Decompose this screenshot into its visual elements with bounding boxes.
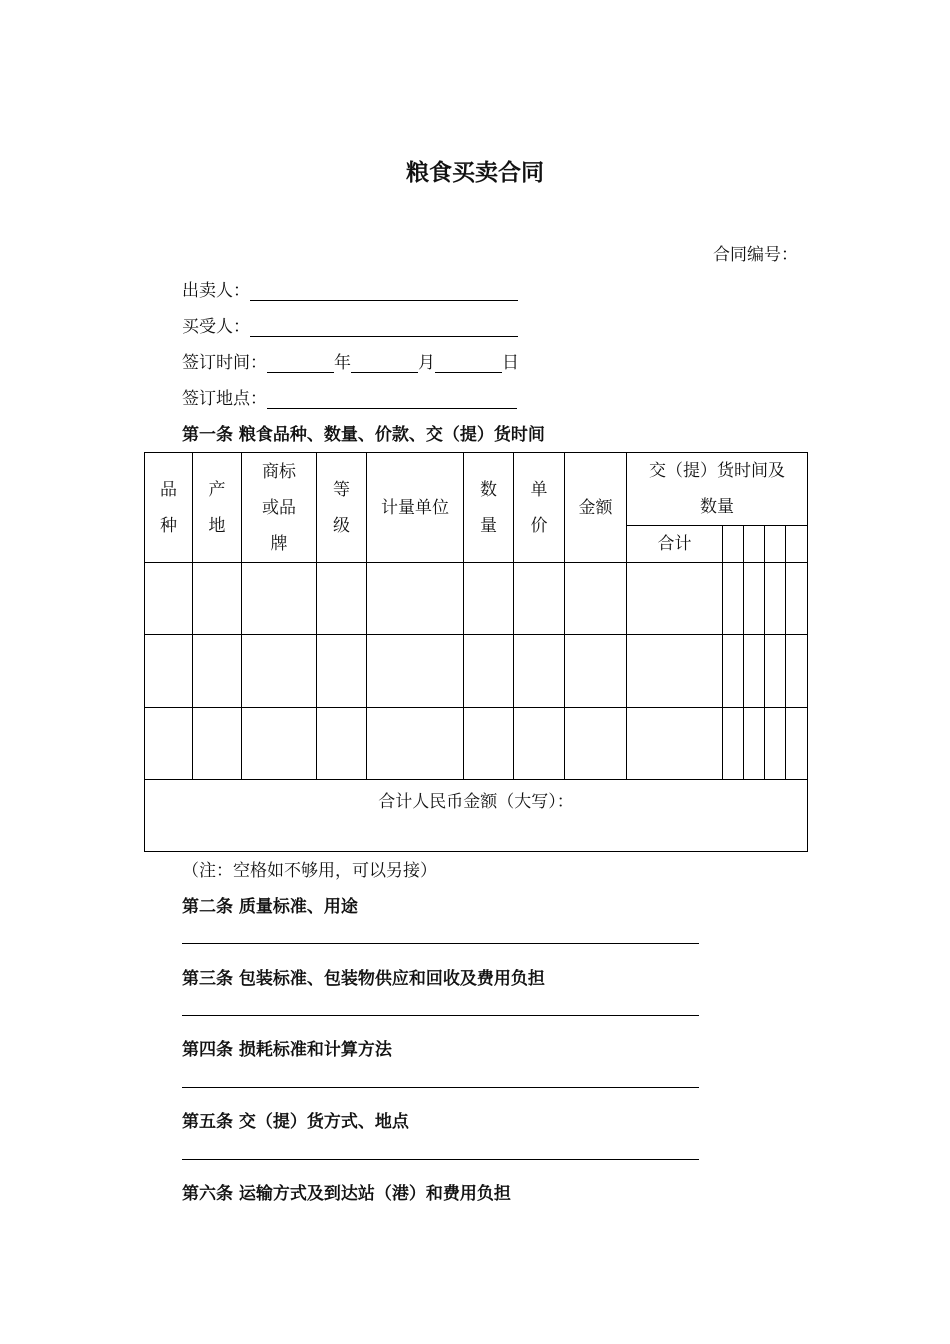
document-title: 粮食买卖合同 [406,159,544,186]
table-cell[interactable] [367,563,464,635]
table-row [145,635,808,707]
day-blank[interactable] [435,354,502,373]
seller-label: 出卖人： [182,281,250,301]
table-cell[interactable] [765,635,786,707]
sign-place-field [182,384,517,409]
header-brand: 商标 或品 牌 [242,453,317,563]
subheader-blank [723,526,744,563]
seller-blank[interactable] [250,282,518,301]
table-cell[interactable] [193,707,242,779]
sign-time-field [182,348,519,373]
header-quantity: 数 量 [464,453,514,563]
table-cell[interactable] [317,563,367,635]
contract-number-label: 合同编号： [713,245,798,265]
clause-1-heading: 第一条 粮食品种、数量、价款、交（提）货时间 [182,425,545,445]
sign-time-label: 签订时间： [182,353,267,373]
table-cell[interactable] [786,635,808,707]
goods-table [144,452,808,852]
clause-3-blank-line[interactable] [182,1015,699,1016]
table-cell[interactable] [193,563,242,635]
table-cell[interactable] [145,707,193,779]
seller-field [182,276,518,301]
table-cell[interactable] [723,707,744,779]
clause-3-heading: 第三条 包装标准、包装物供应和回收及费用负担 [182,969,545,989]
table-cell[interactable] [514,707,565,779]
table-cell[interactable] [744,563,765,635]
table-cell[interactable] [317,635,367,707]
subheader-blank [786,526,808,563]
table-cell[interactable] [317,707,367,779]
total-amount-label: 合计人民币金额（大写）： [378,791,574,812]
day-label: 日 [502,353,519,373]
table-row [145,563,808,635]
table-cell[interactable] [464,707,514,779]
subheader-blank [744,526,765,563]
table-cell[interactable] [514,635,565,707]
table-cell[interactable] [367,635,464,707]
header-unit-price: 单 价 [514,453,565,563]
table-cell[interactable] [723,563,744,635]
table-cell[interactable] [242,707,317,779]
table-cell[interactable] [627,635,723,707]
clause-5-blank-line[interactable] [182,1159,699,1160]
buyer-blank[interactable] [250,318,518,337]
year-label: 年 [334,353,351,373]
buyer-field [182,312,518,337]
clause-2-heading: 第二条 质量标准、用途 [182,897,358,917]
table-cell[interactable] [627,563,723,635]
month-label: 月 [418,353,435,373]
clause-6-heading: 第六条 运输方式及到达站（港）和费用负担 [182,1184,511,1204]
table-cell[interactable] [565,635,627,707]
clause-4-heading: 第四条 损耗标准和计算方法 [182,1040,392,1060]
table-cell[interactable] [145,635,193,707]
table-cell[interactable] [765,563,786,635]
subheader-total: 合计 [627,526,723,563]
clause-2-blank-line[interactable] [182,943,699,944]
sign-place-blank[interactable] [267,390,517,409]
table-cell[interactable] [242,563,317,635]
clause-5-heading: 第五条 交（提）货方式、地点 [182,1112,409,1132]
table-cell[interactable] [242,635,317,707]
table-cell[interactable] [464,635,514,707]
table-cell[interactable] [765,707,786,779]
header-origin: 产 地 [193,453,242,563]
table-cell[interactable] [627,707,723,779]
table-cell[interactable] [786,707,808,779]
table-cell[interactable] [744,635,765,707]
table-cell[interactable] [565,707,627,779]
buyer-label: 买受人： [182,317,250,337]
table-cell[interactable] [367,707,464,779]
table-total-row [145,779,808,851]
table-cell[interactable] [744,707,765,779]
header-amount: 金额 [565,453,627,563]
table-cell[interactable] [786,563,808,635]
table-cell[interactable] [514,563,565,635]
subheader-blank [765,526,786,563]
year-blank[interactable] [267,354,334,373]
header-variety: 品 种 [145,453,193,563]
table-note: （注：空格如不够用，可以另接） [182,861,437,881]
table-cell[interactable] [565,563,627,635]
table-cell[interactable] [464,563,514,635]
table-row [145,707,808,779]
header-delivery: 交（提）货时间及 数量 [627,453,808,526]
month-blank[interactable] [351,354,418,373]
header-unit: 计量单位 [367,453,464,563]
table-cell[interactable] [145,563,193,635]
table-cell[interactable] [193,635,242,707]
table-header-row [145,453,808,526]
table-cell[interactable] [723,635,744,707]
sign-place-label: 签订地点： [182,389,267,409]
total-amount-cell[interactable] [145,779,808,851]
header-grade: 等 级 [317,453,367,563]
clause-4-blank-line[interactable] [182,1087,699,1088]
